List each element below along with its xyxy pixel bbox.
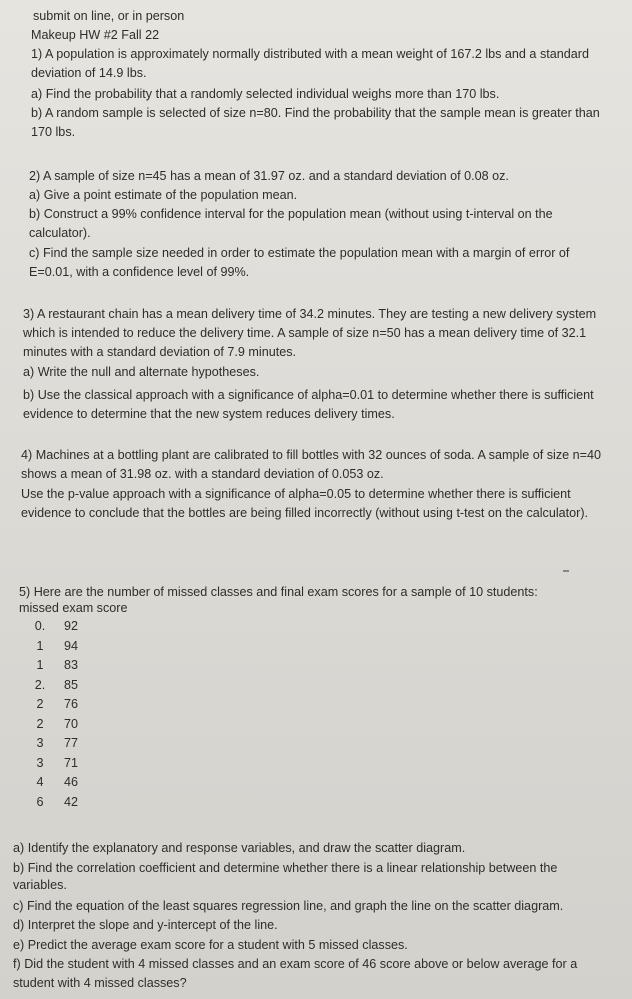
q5-part-e: e) Predict the average exam score for a student with 5 missed classes. [13,938,408,952]
q3-part-b-cont: evidence to determine that the new system reduces delivery times. [23,407,395,421]
missed-cell: 3 [36,755,44,770]
missed-cell: 4 [36,775,44,789]
q1-text: 1) A population is approximately normally distributed with a mean weight of 167.2 lbs and a standard [31,47,589,61]
q2-part-b-cont: calculator). [29,226,91,240]
score-cell: 83 [64,658,79,672]
q3-part-a: a) Write the null and alternate hypotheses. [23,365,260,379]
table-row [22,773,94,793]
q4-text-4: evidence to conclude that the bottles are being filled incorrectly (without using t-test on the calculator). [21,506,589,520]
missed-cell: 3 [36,736,44,750]
q5-part-d: d) Interpret the slope and y-intercept of the line. [13,918,278,932]
q5-part-c: c) Find the equation of the least squares regression line, and graph the line on the scatter diagram. [13,899,564,913]
missed-cell: 1 [36,638,44,653]
q1-text-cont: deviation of 14.9 lbs. [31,66,147,80]
q3-text-2: which is intended to reduce the delivery time. A sample of size n=50 has a mean delivery time of 32.1 [23,326,587,340]
q1-part-a: a) Find the probability that a randomly selected individual weighs more than 170 lbs. [31,87,500,101]
q4-text: 4) Machines at a bottling plant are calibrated to fill bottles with 32 ounces of soda. A sample of size n=40 [21,448,602,462]
table-row [22,617,94,637]
q2-part-a: a) Give a point estimate of the population mean. [29,188,298,202]
submit-note: submit on line, or in person [33,9,185,23]
missed-cell: 2 [36,697,44,711]
q5-part-f-cont: student with 4 missed classes? [13,976,187,990]
missed-cell: 0. [34,619,46,633]
table-row [22,695,94,715]
table-row [22,715,94,735]
score-cell: 71 [64,755,79,770]
q5-part-b: b) Find the correlation coefficient and determine whether there is a linear relationship between the [13,861,558,875]
missed-cell: 2 [36,716,44,731]
missed-cell: 6 [36,794,44,809]
page-title: Makeup HW #2 Fall 22 [31,28,160,42]
q1-part-b: b) A random sample is selected of size n=80. Find the probability that the sample mean is greater than [31,106,600,120]
missed-cell: 2. [34,677,46,692]
q3-text-3: minutes with a standard deviation of 7.9 minutes. [23,345,297,359]
score-cell: 46 [64,775,79,789]
q5-part-a: a) Identify the explanatory and response variables, and draw the scatter diagram. [13,841,466,855]
score-cell: 94 [64,638,79,653]
table-row [22,656,94,676]
q2-text: 2) A sample of size n=45 has a mean of 31.97 oz. and a standard deviation of 0.08 oz. [29,169,509,183]
data-table [22,617,94,812]
q4-text-3: Use the p-value approach with a significance of alpha=0.05 to determine whether there is sufficient [21,487,571,501]
score-cell: 92 [64,619,79,633]
q5-part-b-cont: variables. [13,878,67,892]
q2-part-c-cont: E=0.01, with a confidence level of 99%. [29,265,250,279]
score-cell: 77 [64,736,79,750]
q1-part-b-cont: 170 lbs. [31,125,76,139]
score-cell: 76 [64,697,79,711]
q3-part-b: b) Use the classical approach with a significance of alpha=0.01 to determine whether there is sufficient [23,388,594,402]
score-cell: 42 [64,794,79,809]
score-cell: 70 [64,716,79,731]
missed-cell: 1 [36,658,44,672]
table-row [22,793,94,813]
q5-intro: 5) Here are the number of missed classes and final exam scores for a sample of 10 students: [19,585,538,599]
table-row [22,676,94,696]
table-row [22,734,94,754]
table-row [22,637,94,657]
q2-part-b: b) Construct a 99% confidence interval for the population mean (without using t-interval on the [29,207,553,221]
q2-part-c: c) Find the sample size needed in order to estimate the population mean with a margin of error of [29,246,570,260]
q3-text: 3) A restaurant chain has a mean delivery time of 34.2 minutes. They are testing a new delivery system [23,307,597,321]
speck-mark [563,570,569,572]
q5-part-f: f) Did the student with 4 missed classes and an exam score of 46 score above or below average for a [13,957,578,971]
score-cell: 85 [64,677,79,692]
q5-table-header: missed exam score [19,601,128,615]
table-row [22,754,94,774]
q4-text-2: shows a mean of 31.98 oz. with a standard deviation of 0.053 oz. [21,467,384,481]
